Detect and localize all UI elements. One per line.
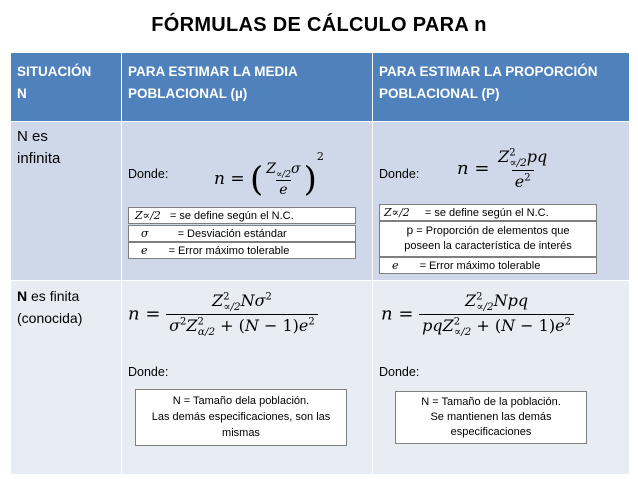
formula-media-infinita: n = ( $\frac{Z_{\propto/2}\sigma}{e}$ )$^2$: [214, 150, 324, 200]
header-proporcion: [373, 53, 630, 122]
label-infinita-line2: infinita: [17, 150, 61, 167]
row-infinita: [11, 122, 630, 281]
def-sigma: [128, 225, 356, 242]
header-situacion: [11, 53, 122, 122]
header-situacion-line1: SITUACIÓN: [17, 64, 92, 79]
def-p-text: = Proporción de elementos que: [416, 225, 570, 237]
label-finita: [11, 281, 122, 475]
formula-prop-finita: n = $\frac{Z^2_{\propto/2}Npq}{pqZ^2_{\propto/2} + (N - 1)e^2}$: [381, 291, 574, 338]
header-media-line2: POBLACIONAL (µ): [128, 86, 248, 101]
label-infinita-line1: N es: [17, 128, 48, 145]
e-symbol: e: [392, 259, 399, 272]
header-situacion-line2: N: [17, 86, 27, 101]
formula-prop-infinita: n = $\frac{Z^2_{\propto/2}pq}{e^2}$: [457, 147, 548, 192]
note-line1: N = Tamaño de la población.: [421, 396, 561, 408]
formula-media-finita: n = $\frac{Z^2_{\propto/2}N\sigma^2}{\sigma^2Z^2_{\alpha/2} + (N - 1)e^2}$: [128, 291, 318, 338]
donde-label: Donde:: [128, 365, 169, 379]
label-finita-line1: es finita: [27, 288, 80, 304]
row-finita: [11, 281, 630, 475]
note-line3: mismas: [222, 427, 260, 439]
z-symbol: Z∝/2: [384, 206, 410, 219]
def-e-prop: [379, 257, 597, 274]
def-z-prop: [379, 204, 597, 221]
label-finita-line2: (conocida): [17, 310, 83, 326]
p-symbol: p: [406, 223, 414, 237]
header-media: [122, 53, 373, 122]
label-finita-n: N: [17, 288, 28, 304]
def-p-text-cont: poseen la característica de interés: [404, 240, 572, 252]
note-prop-finita: [395, 391, 587, 444]
cell-media-finita: [122, 281, 373, 475]
formulas-table: [10, 52, 630, 475]
header-proporcion-line1: PARA ESTIMAR LA PROPORCIÓN: [379, 64, 598, 79]
note-line3: especificaciones: [450, 426, 532, 438]
note-line2: Se mantienen las demás: [430, 411, 552, 423]
def-p: [379, 221, 597, 257]
def-e-text: = Error máximo tolerable: [168, 245, 290, 257]
note-media-finita: [135, 389, 347, 446]
label-infinita: [11, 122, 122, 281]
cell-prop-infinita: [373, 122, 630, 281]
header-proporcion-line2: POBLACIONAL (P): [379, 86, 500, 101]
def-e-media: [128, 242, 356, 259]
def-sigma-text: = Desviación estándar: [177, 228, 287, 240]
e-symbol: e: [141, 244, 148, 257]
donde-label: Donde:: [379, 365, 420, 379]
def-z-text: = se define según el N.C.: [169, 210, 294, 222]
cell-prop-finita: [373, 281, 630, 475]
z-symbol: Z∝/2: [135, 209, 161, 222]
cell-media-infinita: [122, 122, 373, 281]
donde-label: Donde:: [379, 167, 420, 181]
note-line2: Las demás especificaciones, son las: [151, 411, 331, 423]
note-line1: N = Tamaño dela población.: [172, 395, 310, 407]
header-row: [11, 53, 630, 122]
page-title: FÓRMULAS DE CÁLCULO PARA n: [151, 14, 487, 36]
header-media-line1: PARA ESTIMAR LA MEDIA: [128, 64, 298, 79]
def-z-text: = se define según el N.C.: [424, 207, 549, 219]
sigma-symbol: σ: [141, 227, 149, 240]
def-e-text: = Error máximo tolerable: [419, 260, 541, 272]
def-z-media: [128, 207, 356, 224]
donde-label: Donde:: [128, 167, 169, 181]
